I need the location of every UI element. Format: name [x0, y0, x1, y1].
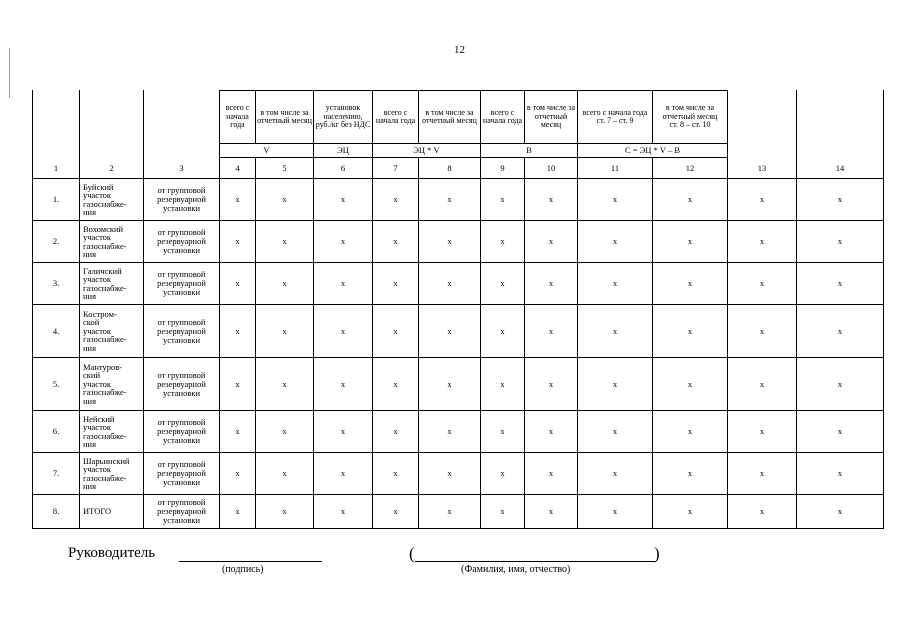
data-cell: x [220, 495, 256, 529]
header-cell-1 [33, 91, 80, 144]
row-source-line: резервуарной [157, 468, 206, 478]
column-number-cell: 3 [144, 158, 220, 179]
data-cell: x [525, 179, 578, 221]
row-name-line: Галичский [83, 265, 122, 276]
data-cell: x [525, 221, 578, 263]
data-cell: x [314, 263, 373, 305]
data-cell: x [481, 305, 525, 358]
row-name-line: газоснабже- [83, 334, 127, 345]
header-cell-10: в том числе за отчетный месяц [525, 91, 578, 144]
header-cell-14 [797, 91, 884, 144]
data-cell: x [797, 263, 884, 305]
formula-v: V [220, 144, 314, 158]
data-cell: x [256, 221, 314, 263]
data-cell: x [481, 358, 525, 411]
row-name-line: ния [83, 342, 97, 353]
data-cell: x [797, 411, 884, 453]
row-name-line: Костром- [83, 308, 117, 319]
row-source-line: от групповой [157, 369, 206, 380]
data-cell: x [481, 221, 525, 263]
row-number: 4. [33, 305, 80, 358]
data-cell: x [525, 495, 578, 529]
data-cell: x [314, 495, 373, 529]
report-table [32, 90, 884, 529]
row-source-line: от групповой [157, 417, 206, 427]
data-cell: x [653, 453, 728, 495]
row-name-line: участок [83, 232, 112, 242]
table-row [33, 263, 884, 305]
header-cell-2 [80, 91, 144, 144]
data-cell: x [419, 495, 481, 529]
row-name-line: ния [83, 249, 97, 259]
row-source-line: резервуарной [157, 278, 206, 288]
data-cell: x [728, 495, 797, 529]
data-cell: x [653, 411, 728, 453]
row-number: 6. [33, 411, 80, 453]
row-source [144, 179, 220, 221]
row-name-line: Нейский [83, 413, 115, 424]
data-cell: x [256, 263, 314, 305]
row-name-line: участок [83, 190, 112, 200]
data-cell: x [525, 305, 578, 358]
fio-paren-open: ( [409, 544, 415, 563]
row-source [144, 263, 220, 305]
row-name-line: газоснабже- [83, 240, 127, 251]
row-name-line: газоснабже- [83, 198, 127, 209]
data-cell: x [481, 495, 525, 529]
column-number-cell: 10 [525, 158, 578, 179]
table-row [33, 453, 884, 495]
row-source [144, 305, 220, 358]
data-cell: x [419, 305, 481, 358]
column-number-cell: 13 [728, 158, 797, 179]
row-name-line: участок [83, 274, 112, 284]
data-cell: x [373, 263, 419, 305]
column-number-cell: 2 [80, 158, 144, 179]
formula-ec: ЭЦ [314, 144, 373, 158]
data-cell: x [578, 495, 653, 529]
row-name-line: ния [83, 291, 97, 301]
data-cell: x [797, 358, 884, 411]
data-cell: x [578, 411, 653, 453]
data-cell: x [256, 179, 314, 221]
row-name [80, 221, 144, 263]
column-number-cell: 12 [653, 158, 728, 179]
header-cell-7: всего с начала года [373, 91, 419, 144]
row-name-line: ния [83, 395, 97, 406]
data-cell: x [797, 453, 884, 495]
header-cell-13 [728, 91, 797, 144]
row-name-line: газоснабже- [83, 430, 127, 441]
row-number: 1. [33, 179, 80, 221]
formula-empty-13 [728, 144, 797, 158]
row-name-line: газоснабже- [83, 282, 127, 293]
data-cell: x [728, 411, 797, 453]
data-cell: x [578, 179, 653, 221]
data-cell: x [373, 358, 419, 411]
data-cell: x [256, 453, 314, 495]
data-cell: x [525, 358, 578, 411]
signature-line [179, 561, 322, 562]
column-number-cell: 4 [220, 158, 256, 179]
row-source-line: от групповой [157, 316, 206, 327]
data-cell: x [373, 305, 419, 358]
row-number: 3. [33, 263, 80, 305]
signature-caption: (подпись) [222, 564, 264, 575]
row-source-line: установки [162, 515, 201, 525]
data-cell: x [419, 221, 481, 263]
data-cell: x [728, 453, 797, 495]
data-cell: x [220, 453, 256, 495]
data-cell: x [653, 358, 728, 411]
row-source-line: резервуарной [157, 236, 206, 246]
row-source-line: от групповой [157, 459, 206, 469]
row-source-line: от групповой [157, 185, 206, 195]
row-name [80, 453, 144, 495]
row-source-line: от групповой [157, 227, 206, 237]
column-numbers-row [33, 158, 884, 179]
data-cell: x [797, 495, 884, 529]
header-cell-4: всего с начала года [220, 91, 256, 144]
formula-empty-2 [80, 144, 144, 158]
row-name-line: Вохомский [83, 223, 124, 234]
row-source-line: установки [162, 245, 201, 255]
formula-empty-3 [144, 144, 220, 158]
data-cell: x [373, 495, 419, 529]
row-source-line: резервуарной [157, 325, 206, 336]
header-cell-12 [653, 91, 728, 144]
fio-caption: (Фамилия, имя, отчество) [461, 564, 571, 575]
data-cell: x [728, 305, 797, 358]
data-cell: x [314, 221, 373, 263]
report-table-body [33, 91, 884, 529]
header-cell-3 [144, 91, 220, 144]
data-cell: x [373, 221, 419, 263]
data-cell: x [256, 305, 314, 358]
row-name-line: ния [83, 481, 97, 491]
table-row [33, 358, 884, 411]
table-row [33, 411, 884, 453]
row-source [144, 221, 220, 263]
formula-b: В [481, 144, 578, 158]
row-name-line: участок [83, 325, 112, 336]
header-cell-11 [578, 91, 653, 144]
row-source-line: установки [162, 477, 201, 487]
data-cell: x [481, 411, 525, 453]
data-cell: x [797, 221, 884, 263]
row-name-line: ский [83, 370, 100, 381]
row-name [80, 179, 144, 221]
margin-line [9, 48, 10, 98]
data-cell: x [419, 453, 481, 495]
column-number-cell: 14 [797, 158, 884, 179]
row-name [80, 495, 144, 529]
row-name [80, 358, 144, 411]
data-cell: x [525, 411, 578, 453]
header-cell-8: в том числе за отчетный месяц [419, 91, 481, 144]
row-number: 8. [33, 495, 80, 529]
data-cell: x [728, 358, 797, 411]
data-cell: x [797, 305, 884, 358]
row-source-line: резервуарной [157, 506, 206, 516]
row-name-line: ния [83, 439, 97, 449]
row-source-line: установки [162, 203, 201, 213]
header-cell-12-text: в том числе за отчетный месяц [662, 103, 718, 121]
data-cell: x [419, 411, 481, 453]
data-cell: x [419, 179, 481, 221]
data-cell: x [220, 263, 256, 305]
row-source-line: установки [162, 435, 201, 445]
row-source-line: резервуарной [157, 426, 206, 436]
data-cell: x [653, 495, 728, 529]
data-cell: x [797, 179, 884, 221]
data-cell: x [373, 411, 419, 453]
row-name [80, 305, 144, 358]
formula-ecv: ЭЦ * V [373, 144, 481, 158]
data-cell: x [220, 179, 256, 221]
signature-label: Руководитель [68, 545, 156, 561]
row-name-line: ИТОГО [83, 506, 112, 517]
data-cell: x [256, 411, 314, 453]
table-row [33, 305, 884, 358]
header-cell-5: в том числе за отчетный месяц [256, 91, 314, 144]
row-name-line: участок [83, 378, 112, 389]
data-cell: x [373, 453, 419, 495]
row-name-line: участок [83, 422, 112, 432]
data-cell: x [419, 358, 481, 411]
fio-line [415, 561, 655, 562]
row-name-line: ния [83, 207, 97, 217]
page-number: 12 [454, 44, 465, 56]
formula-empty-1 [33, 144, 80, 158]
row-name-line: Буйский [83, 181, 114, 192]
data-cell: x [578, 358, 653, 411]
row-name-line: Мантуров- [83, 361, 123, 372]
row-source-line: резервуарной [157, 194, 206, 204]
table-row [33, 179, 884, 221]
data-cell: x [728, 179, 797, 221]
data-cell: x [256, 495, 314, 529]
header-cell-9: всего с начала года [481, 91, 525, 144]
data-cell: x [481, 453, 525, 495]
row-name [80, 411, 144, 453]
data-cell: x [314, 305, 373, 358]
row-source [144, 453, 220, 495]
row-name-line: участок [83, 464, 112, 474]
row-source [144, 358, 220, 411]
header-row [33, 91, 884, 144]
column-number-cell: 5 [256, 158, 314, 179]
data-cell: x [220, 358, 256, 411]
column-number-cell: 1 [33, 158, 80, 179]
data-cell: x [220, 411, 256, 453]
data-cell: x [220, 221, 256, 263]
column-number-cell: 7 [373, 158, 419, 179]
row-source [144, 495, 220, 529]
row-source-line: от групповой [157, 497, 206, 507]
header-cell-11-formula: ст. 7 – ст. 9 [596, 116, 634, 125]
data-cell: x [653, 221, 728, 263]
column-number-cell: 11 [578, 158, 653, 179]
table-row [33, 221, 884, 263]
header-cell-12-formula: ст. 8 – ст. 10 [669, 120, 711, 130]
column-number-cell: 6 [314, 158, 373, 179]
row-source-line: резервуарной [157, 378, 206, 389]
data-cell: x [653, 179, 728, 221]
row-number: 2. [33, 221, 80, 263]
data-cell: x [578, 221, 653, 263]
row-name-line: Шарьинский [83, 455, 130, 466]
header-cell-11-text: всего с начала года [582, 107, 648, 117]
data-cell: x [728, 221, 797, 263]
row-number: 7. [33, 453, 80, 495]
data-cell: x [373, 179, 419, 221]
column-number-cell: 9 [481, 158, 525, 179]
data-cell: x [578, 305, 653, 358]
data-cell: x [481, 263, 525, 305]
data-cell: x [525, 263, 578, 305]
row-name [80, 263, 144, 305]
column-number-cell: 8 [419, 158, 481, 179]
row-source-line: от групповой [157, 269, 206, 279]
fio-paren-close: ) [654, 544, 660, 563]
table-row [33, 495, 884, 529]
row-number: 5. [33, 358, 80, 411]
data-cell: x [578, 263, 653, 305]
data-cell: x [728, 263, 797, 305]
row-name-line: газоснабже- [83, 387, 127, 398]
formula-empty-14 [797, 144, 884, 158]
row-name-line: ской [83, 317, 100, 328]
data-cell: x [314, 358, 373, 411]
data-cell: x [314, 411, 373, 453]
data-cell: x [653, 305, 728, 358]
data-cell: x [653, 263, 728, 305]
data-cell: x [481, 179, 525, 221]
formula-row [33, 144, 884, 158]
data-cell: x [256, 358, 314, 411]
header-cell-6: установок населению, руб./кг без НДС [314, 91, 373, 144]
data-cell: x [314, 179, 373, 221]
row-source [144, 411, 220, 453]
data-cell: x [220, 305, 256, 358]
data-cell: x [314, 453, 373, 495]
formula-c: С = ЭЦ * V – В [578, 144, 728, 158]
data-cell: x [578, 453, 653, 495]
data-cell: x [525, 453, 578, 495]
row-source-line: установки [162, 287, 201, 297]
row-name-line: газоснабже- [83, 472, 127, 483]
row-source-line: установки [162, 387, 201, 398]
row-source-line: установки [162, 334, 201, 345]
data-cell: x [419, 263, 481, 305]
